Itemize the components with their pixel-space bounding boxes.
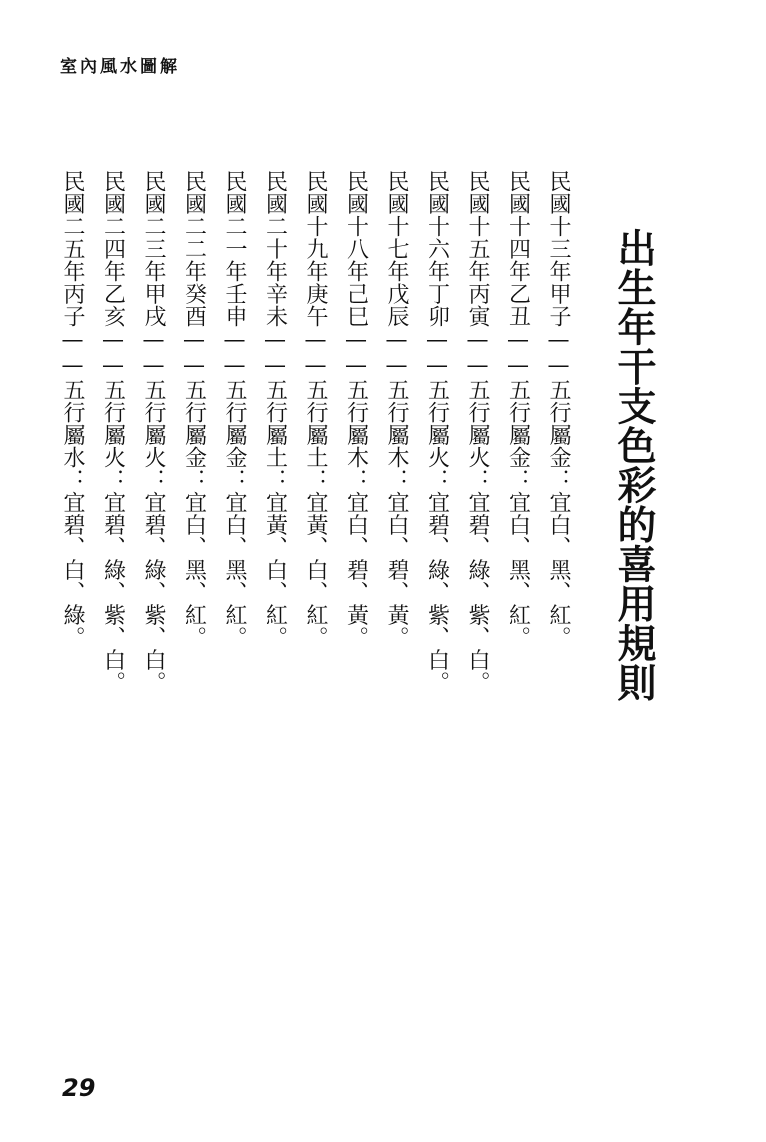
running-header: 室內風水圖解	[60, 57, 180, 77]
entry-line: 民國十六年丁卯——五行屬火：宜碧、綠、紫、白。	[424, 170, 450, 694]
entry-line: 民國十三年甲子——五行屬金：宜白、黑、紅。	[546, 170, 571, 649]
entry-line: 民國十八年己巳——五行屬木：宜白、碧、黃。	[343, 170, 369, 649]
birth-year-entries	[58, 170, 578, 730]
entry-line: 民國十四年乙丑——五行屬金：宜白、黑、紅。	[505, 170, 531, 649]
page-number: 29	[62, 1074, 96, 1102]
entry-line: 民國二三年甲戌——五行屬火：宜碧、綠、紫、白。	[141, 170, 166, 694]
entry-line: 民國十七年戊辰——五行屬木：宜白、碧、黃。	[384, 170, 409, 649]
section-title: 出生年干支色彩的喜用規則	[611, 228, 656, 702]
entry-line: 民國十九年庚午——五行屬土：宜黃、白、紅。	[303, 170, 328, 649]
entry-line: 民國二二年癸酉——五行屬金：宜白、黑、紅。	[181, 170, 207, 649]
entry-line: 民國二十年辛未——五行屬土：宜黃、白、紅。	[262, 170, 288, 649]
entry-line: 民國十五年丙寅——五行屬火：宜碧、綠、紫、白。	[465, 170, 490, 694]
entry-line: 民國二五年丙子——五行屬水：宜碧、白、綠。	[60, 170, 85, 649]
entry-line: 民國二四年乙亥——五行屬火：宜碧、綠、紫、白。	[100, 170, 126, 694]
entry-line: 民國二一年壬申——五行屬金：宜白、黑、紅。	[222, 170, 247, 649]
